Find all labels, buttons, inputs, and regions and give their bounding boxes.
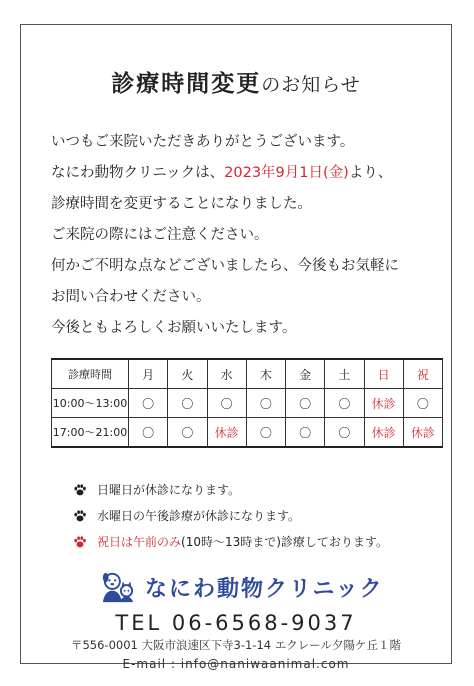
schedule-header-row bbox=[52, 359, 443, 389]
schedule-cell: 〇 bbox=[286, 418, 325, 448]
title-main: 診療時間変更 bbox=[111, 71, 262, 97]
header-cell: 金 bbox=[286, 359, 325, 389]
notice-title bbox=[21, 65, 451, 98]
body-line-date: なにわ動物クリニックは、2023年9月1日(金)より、 bbox=[51, 165, 393, 181]
header-cell-holiday: 祝 bbox=[403, 359, 442, 389]
schedule-cell: 〇 bbox=[286, 389, 325, 418]
schedule-table bbox=[51, 358, 443, 448]
paw-icon bbox=[73, 535, 87, 549]
schedule-cell: 〇 bbox=[325, 418, 364, 448]
schedule-cell: 〇 bbox=[246, 389, 285, 418]
clinic-name: なにわ動物クリニック bbox=[145, 576, 384, 602]
body-line: お問い合わせください。 bbox=[51, 289, 211, 305]
schedule-cell: 〇 bbox=[403, 389, 442, 418]
clinic-email: E-mail : info@naniwaanimal.com bbox=[122, 657, 350, 671]
body-line: 今後ともよろしくお願いいたします。 bbox=[51, 320, 297, 336]
clinic-address: 〒556-0001 大阪市浪速区下寺3-1-14 エクレール夕陽ケ丘１階 bbox=[70, 638, 401, 652]
clinic-logo-block bbox=[99, 570, 384, 604]
schedule-row-morning bbox=[52, 389, 443, 418]
header-cell: 木 bbox=[246, 359, 285, 389]
schedule-cell: 〇 bbox=[325, 389, 364, 418]
time-cell: 17:00〜21:00 bbox=[52, 418, 129, 448]
schedule-cell: 〇 bbox=[207, 389, 246, 418]
body-line: 何かご不明な点などございましたら、今後もお気軽に bbox=[51, 258, 399, 274]
schedule-cell: 〇 bbox=[168, 389, 207, 418]
schedule-cell: 〇 bbox=[129, 418, 168, 448]
note-item bbox=[73, 477, 388, 503]
notice-frame bbox=[20, 24, 452, 671]
schedule-row-evening bbox=[52, 418, 443, 448]
note-item bbox=[73, 503, 388, 529]
note-item bbox=[73, 529, 388, 555]
notice-body bbox=[51, 127, 441, 344]
header-cell: 土 bbox=[325, 359, 364, 389]
note-text: 祝日は午前のみ(10時〜13時まで)診療しております。 bbox=[97, 535, 388, 549]
note-text: 水曜日の午後診療が休診になります。 bbox=[97, 509, 301, 523]
time-cell: 10:00〜13:00 bbox=[52, 389, 129, 418]
note-text: 日曜日が休診になります。 bbox=[97, 483, 241, 497]
schedule-cell-closed: 休診 bbox=[364, 418, 403, 448]
change-date: 2023年9月1日(金) bbox=[224, 165, 349, 181]
notes-list bbox=[73, 477, 388, 555]
paw-icon bbox=[73, 509, 87, 523]
header-cell: 診療時間 bbox=[52, 359, 129, 389]
schedule-cell: 〇 bbox=[168, 418, 207, 448]
schedule-cell: 〇 bbox=[246, 418, 285, 448]
body-line: 診療時間を変更することになりました。 bbox=[51, 196, 312, 212]
schedule-cell: 〇 bbox=[129, 389, 168, 418]
title-suffix: のお知らせ bbox=[261, 74, 361, 96]
header-cell: 月 bbox=[129, 359, 168, 389]
schedule-cell-closed: 休診 bbox=[364, 389, 403, 418]
body-line: ご来院の際にはご注意ください。 bbox=[51, 227, 269, 243]
body-line: いつもご来院いただきありがとうございます。 bbox=[51, 134, 355, 150]
schedule-cell-closed: 休診 bbox=[207, 418, 246, 448]
dog-cat-logo-icon bbox=[99, 570, 137, 604]
header-cell: 水 bbox=[207, 359, 246, 389]
paw-icon bbox=[73, 483, 87, 497]
header-cell: 火 bbox=[168, 359, 207, 389]
schedule-cell-closed: 休診 bbox=[403, 418, 442, 448]
header-cell-sunday: 日 bbox=[364, 359, 403, 389]
clinic-tel: TEL 06-6568-9037 bbox=[115, 611, 357, 635]
